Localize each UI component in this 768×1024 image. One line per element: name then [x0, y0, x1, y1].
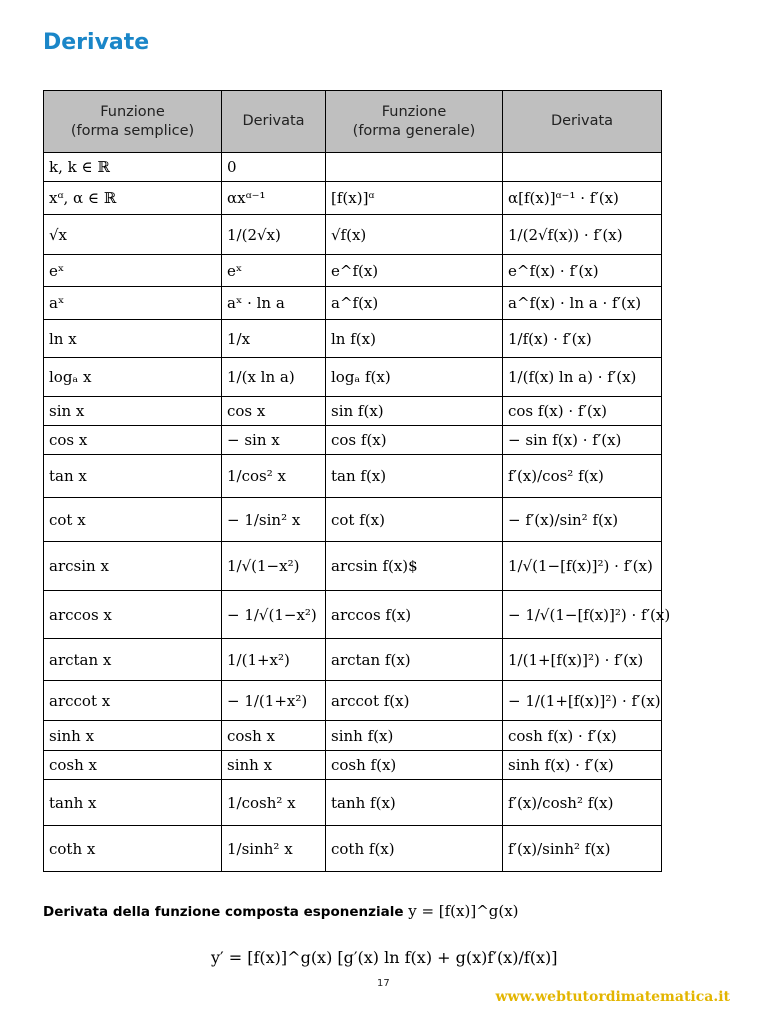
cell-function-simple: cosh x [44, 751, 222, 780]
table-row [44, 542, 662, 591]
cell-function-general: arctan f(x) [326, 639, 503, 681]
cell-function-simple: arctan x [44, 639, 222, 681]
cell-function-general: sin f(x) [326, 397, 503, 426]
cell-function-simple: xᵅ, α ∈ ℝ [44, 182, 222, 215]
cell-function-general: ln f(x) [326, 320, 503, 358]
cell-derivative-general: a^f(x) · ln a · f′(x) [503, 287, 662, 320]
table-row [44, 681, 662, 721]
cell-derivative-general: − 1/(1+[f(x)]²) · f′(x) [503, 681, 662, 721]
table-row [44, 153, 662, 182]
cell-derivative-general: 1/f(x) · f′(x) [503, 320, 662, 358]
header-function-simple: Funzione (forma semplice) [44, 91, 222, 153]
cell-function-simple: arcsin x [44, 542, 222, 591]
table-row [44, 397, 662, 426]
table-header-row [44, 91, 662, 153]
cell-derivative-general: f′(x)/cosh² f(x) [503, 780, 662, 826]
cell-derivative-general: − 1/√(1−[f(x)]²) · f′(x) [503, 591, 662, 639]
cell-derivative-simple: cos x [222, 397, 326, 426]
cell-derivative-simple: aˣ · ln a [222, 287, 326, 320]
table-row [44, 287, 662, 320]
cell-derivative-simple: − 1/(1+x²) [222, 681, 326, 721]
cell-function-general: e^f(x) [326, 255, 503, 287]
table-row [44, 498, 662, 542]
cell-derivative-simple: eˣ [222, 255, 326, 287]
table-row [44, 215, 662, 255]
derivatives-table [43, 90, 671, 872]
cell-derivative-general: α[f(x)]ᵅ⁻¹ · f′(x) [503, 182, 662, 215]
composite-function: y = [f(x)]^g(x) [408, 902, 519, 920]
cell-function-simple: ln x [44, 320, 222, 358]
cell-function-general: sinh f(x) [326, 721, 503, 751]
header-function-general: Funzione (forma generale) [326, 91, 503, 153]
cell-function-simple: arccot x [44, 681, 222, 721]
cell-derivative-general [503, 153, 662, 182]
cell-derivative-simple: 1/cos² x [222, 455, 326, 498]
composite-label: Derivata della funzione composta esponenziale [43, 904, 404, 920]
cell-function-general: cot f(x) [326, 498, 503, 542]
cell-function-simple: tanh x [44, 780, 222, 826]
cell-function-simple: cos x [44, 426, 222, 455]
cell-derivative-general: sinh f(x) · f′(x) [503, 751, 662, 780]
cell-derivative-general: e^f(x) · f′(x) [503, 255, 662, 287]
cell-function-general: tanh f(x) [326, 780, 503, 826]
cell-derivative-simple: cosh x [222, 721, 326, 751]
cell-function-general: √f(x) [326, 215, 503, 255]
composite-derivative-formula: y′ = [f(x)]^g(x) [g′(x) ln f(x) + g(x)f′(x)/f(x)] [211, 948, 558, 967]
cell-derivative-simple: sinh x [222, 751, 326, 780]
page-title: Derivate [43, 30, 150, 55]
website-link[interactable]: www.webtutordimatematica.it [495, 989, 730, 1005]
table-row [44, 751, 662, 780]
cell-function-simple: √x [44, 215, 222, 255]
cell-derivative-simple: 1/√(1−x²) [222, 542, 326, 591]
cell-function-general: arccos f(x) [326, 591, 503, 639]
cell-function-general: tan f(x) [326, 455, 503, 498]
composite-exponential-heading [43, 902, 519, 920]
table-body [44, 153, 671, 872]
cell-function-general: [f(x)]ᵅ [326, 182, 503, 215]
cell-derivative-simple: αxᵅ⁻¹ [222, 182, 326, 215]
cell-derivative-simple: 1/sinh² x [222, 826, 326, 872]
cell-function-general: arccot f(x) [326, 681, 503, 721]
cell-derivative-simple: − 1/√(1−x²) [222, 591, 326, 639]
cell-derivative-simple: 1/x [222, 320, 326, 358]
cell-derivative-simple: 1/(1+x²) [222, 639, 326, 681]
cell-derivative-simple: 1/(2√x) [222, 215, 326, 255]
table-row [44, 358, 662, 397]
cell-derivative-general: 1/(1+[f(x)]²) · f′(x) [503, 639, 662, 681]
cell-function-simple: sinh x [44, 721, 222, 751]
cell-derivative-simple: 1/cosh² x [222, 780, 326, 826]
cell-derivative-general: − f′(x)/sin² f(x) [503, 498, 662, 542]
cell-function-simple: sin x [44, 397, 222, 426]
table-row [44, 591, 662, 639]
cell-function-general: cos f(x) [326, 426, 503, 455]
cell-derivative-general: 1/(f(x) ln a) · f′(x) [503, 358, 662, 397]
table-row [44, 182, 662, 215]
cell-derivative-simple: − sin x [222, 426, 326, 455]
header-derivative-general: Derivata [503, 91, 662, 153]
cell-derivative-general: cos f(x) · f′(x) [503, 397, 662, 426]
cell-function-general: cosh f(x) [326, 751, 503, 780]
cell-function-general: a^f(x) [326, 287, 503, 320]
header-derivative-simple: Derivata [222, 91, 326, 153]
cell-derivative-general: f′(x)/sinh² f(x) [503, 826, 662, 872]
table-row [44, 455, 662, 498]
cell-function-simple: arccos x [44, 591, 222, 639]
page-number: 17 [377, 978, 390, 989]
table-row [44, 826, 662, 872]
cell-function-general: coth f(x) [326, 826, 503, 872]
cell-function-simple: eˣ [44, 255, 222, 287]
cell-function-general: logₐ f(x) [326, 358, 503, 397]
cell-derivative-general: f′(x)/cos² f(x) [503, 455, 662, 498]
cell-derivative-general: − sin f(x) · f′(x) [503, 426, 662, 455]
cell-function-simple: cot x [44, 498, 222, 542]
table-row [44, 255, 662, 287]
cell-function-general [326, 153, 503, 182]
cell-derivative-general: 1/(2√f(x)) · f′(x) [503, 215, 662, 255]
cell-function-simple: k, k ∈ ℝ [44, 153, 222, 182]
table-row [44, 426, 662, 455]
cell-function-general: arcsin f(x)$ [326, 542, 503, 591]
table-row [44, 639, 662, 681]
cell-derivative-simple: 1/(x ln a) [222, 358, 326, 397]
cell-function-simple: logₐ x [44, 358, 222, 397]
table-row [44, 320, 662, 358]
cell-derivative-general: cosh f(x) · f′(x) [503, 721, 662, 751]
cell-function-simple: coth x [44, 826, 222, 872]
table-row [44, 721, 662, 751]
cell-derivative-simple: − 1/sin² x [222, 498, 326, 542]
cell-function-simple: aˣ [44, 287, 222, 320]
cell-derivative-simple: 0 [222, 153, 326, 182]
table-row [44, 780, 662, 826]
cell-derivative-general: 1/√(1−[f(x)]²) · f′(x) [503, 542, 662, 591]
cell-function-simple: tan x [44, 455, 222, 498]
